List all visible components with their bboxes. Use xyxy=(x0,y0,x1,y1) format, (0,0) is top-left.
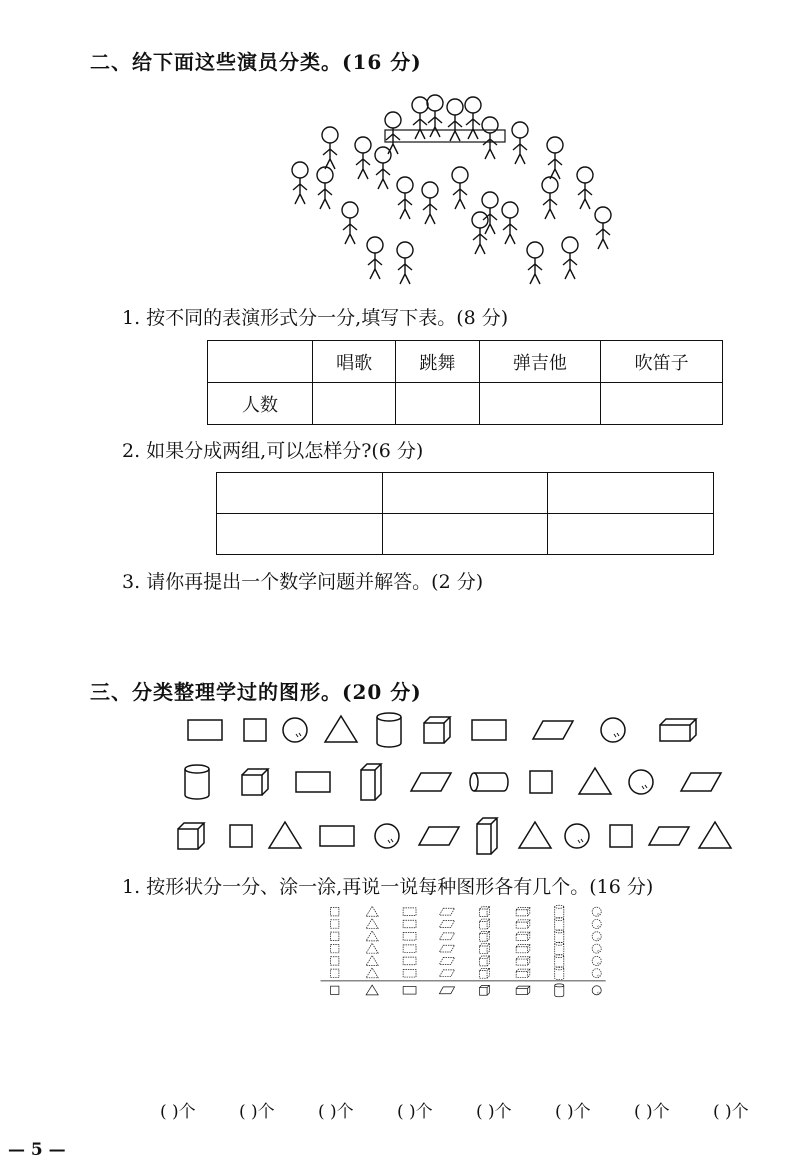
performer-body xyxy=(483,208,497,234)
rectangle-shape xyxy=(403,945,416,953)
grouping-cell[interactable] xyxy=(217,514,383,555)
performer-body xyxy=(376,163,390,189)
triangle-shape xyxy=(519,822,551,848)
table-header-dancing: 跳舞 xyxy=(396,341,479,383)
parallelogram-shape xyxy=(649,827,689,845)
parallelogram-shape xyxy=(439,933,454,940)
cube-shape xyxy=(479,968,489,978)
shape-count-chart xyxy=(160,906,770,996)
rectangle-shape xyxy=(188,720,222,740)
performer-body xyxy=(343,218,357,244)
count-blank-cylinder[interactable]: ( )个 xyxy=(634,1102,670,1122)
answer-cell-singing[interactable] xyxy=(313,383,396,425)
parallelogram-shape xyxy=(411,773,451,791)
rectangle-shape xyxy=(296,772,330,792)
square-shape xyxy=(331,932,339,940)
triangle-shape xyxy=(366,943,378,953)
cube-shape xyxy=(424,717,450,743)
performers-illustration xyxy=(285,85,625,285)
cylinder-shape xyxy=(185,765,209,799)
circle-shape xyxy=(592,907,601,916)
performer-head xyxy=(502,202,518,218)
triangle-shape xyxy=(366,931,378,941)
performer-head xyxy=(542,177,558,193)
cuboid-shape xyxy=(516,920,530,928)
performer-head xyxy=(385,112,401,128)
performer-head xyxy=(482,117,498,133)
performer-head xyxy=(367,237,383,253)
square-shape xyxy=(530,771,552,793)
circle-shape xyxy=(283,718,307,742)
cuboid-shape xyxy=(361,764,381,800)
cylinder-shape xyxy=(555,918,564,931)
performer-head xyxy=(527,242,543,258)
cylinder-shape xyxy=(555,967,564,980)
performer-head xyxy=(452,167,468,183)
cube-shape xyxy=(178,823,204,849)
count-blank-triangle[interactable]: ( )个 xyxy=(239,1102,275,1122)
count-blank-parallelogram[interactable]: ( )个 xyxy=(397,1102,433,1122)
performer-head xyxy=(342,202,358,218)
count-blank-square[interactable]: ( )个 xyxy=(160,1102,196,1122)
cuboid-shape xyxy=(660,719,696,741)
performance-table xyxy=(207,340,723,425)
cuboid-shape xyxy=(516,957,530,965)
square-shape xyxy=(610,825,632,847)
count-blank-cuboid[interactable]: ( )个 xyxy=(555,1102,591,1122)
rectangle-shape xyxy=(403,933,416,941)
performer-head xyxy=(595,207,611,223)
answer-cell-dancing[interactable] xyxy=(396,383,479,425)
circle-shape xyxy=(592,919,601,928)
performer-head xyxy=(292,162,308,178)
grouping-cell[interactable] xyxy=(382,514,548,555)
performer-body xyxy=(466,113,480,139)
parallelogram-shape xyxy=(419,827,459,845)
triangle-shape xyxy=(366,968,378,978)
performer-head xyxy=(482,192,498,208)
performer-body xyxy=(578,183,592,209)
grouping-table xyxy=(216,472,714,555)
performer-body xyxy=(596,223,610,249)
parallelogram-shape xyxy=(439,908,454,915)
performer-head xyxy=(472,212,488,228)
parallelogram-shape xyxy=(439,958,454,965)
table-header-flute: 吹笛子 xyxy=(601,341,723,383)
square-shape xyxy=(331,908,339,916)
performer-head xyxy=(562,237,578,253)
answer-cell-guitar[interactable] xyxy=(479,383,601,425)
performer-body xyxy=(528,258,542,284)
cylinder-shape xyxy=(555,930,564,943)
performer-body xyxy=(368,253,382,279)
performer-body xyxy=(503,218,517,244)
cube-shape xyxy=(479,944,489,954)
grouping-cell[interactable] xyxy=(217,473,383,514)
rectangle-shape xyxy=(403,908,416,916)
performer-head xyxy=(447,99,463,115)
cube-shape xyxy=(479,985,489,995)
rectangle-shape xyxy=(403,957,416,965)
shapes-to-classify xyxy=(175,708,735,858)
parallelogram-shape xyxy=(439,987,454,994)
parallelogram-shape xyxy=(439,970,454,977)
parallelogram-shape xyxy=(439,921,454,928)
rectangle-shape xyxy=(403,969,416,977)
performer-body xyxy=(448,115,462,141)
rectangle-shape xyxy=(403,987,416,995)
square-shape xyxy=(331,957,339,965)
cube-shape xyxy=(479,956,489,966)
performer-head xyxy=(397,242,413,258)
section-3-heading: 三、分类整理学过的图形。(20 分) xyxy=(90,680,422,704)
cylinder-shape xyxy=(555,984,564,997)
cuboid-shape xyxy=(516,908,530,916)
triangle-shape xyxy=(579,768,611,794)
performer-body xyxy=(398,193,412,219)
square-shape xyxy=(331,969,339,977)
circle-shape xyxy=(629,770,653,794)
performer-head xyxy=(465,97,481,113)
triangle-shape xyxy=(325,716,357,742)
performer-head xyxy=(577,167,593,183)
circle-shape xyxy=(565,824,589,848)
triangle-shape xyxy=(366,919,378,929)
performer-head xyxy=(322,127,338,143)
square-shape xyxy=(331,944,339,952)
cube-shape xyxy=(479,919,489,929)
triangle-shape xyxy=(366,906,378,916)
square-shape xyxy=(244,719,266,741)
cylinder-shape xyxy=(555,905,564,918)
cube-shape xyxy=(479,931,489,941)
circle-shape xyxy=(375,824,399,848)
performer-body xyxy=(293,178,307,204)
triangle-shape xyxy=(269,822,301,848)
answer-cell-flute[interactable] xyxy=(601,383,723,425)
performer-body xyxy=(323,143,337,169)
square-shape xyxy=(230,825,252,847)
triangle-shape xyxy=(366,956,378,966)
cuboid-shape xyxy=(516,932,530,940)
parallelogram-shape xyxy=(439,945,454,952)
table-header-singing: 唱歌 xyxy=(313,341,396,383)
performer-body xyxy=(513,138,527,164)
performer-body xyxy=(548,153,562,179)
cylinder-shape xyxy=(555,955,564,968)
square-shape xyxy=(331,986,339,994)
circle-shape xyxy=(601,718,625,742)
parallelogram-shape xyxy=(533,721,573,739)
performer-body xyxy=(483,133,497,159)
circle-shape xyxy=(592,956,601,965)
performer-head xyxy=(512,122,528,138)
performer-body xyxy=(398,258,412,284)
cuboid-shape xyxy=(477,818,497,854)
performer-body xyxy=(543,193,557,219)
performer-head xyxy=(397,177,413,193)
count-blanks-row xyxy=(160,1097,792,1122)
performer-head xyxy=(355,137,371,153)
grouping-cell[interactable] xyxy=(382,473,548,514)
performer-head xyxy=(422,182,438,198)
circle-shape xyxy=(592,932,601,941)
square-shape xyxy=(331,920,339,928)
performer-body xyxy=(453,183,467,209)
cuboid-shape xyxy=(516,986,530,994)
cylinder-shape xyxy=(377,713,401,747)
performer-head xyxy=(412,97,428,113)
question-2-3: 3. 请你再提出一个数学问题并解答。(2 分) xyxy=(122,571,484,593)
table-header-guitar: 弹吉他 xyxy=(479,341,601,383)
cuboid-shape xyxy=(516,944,530,952)
performer-head xyxy=(375,147,391,163)
question-2-1: 1. 按不同的表演形式分一分,填写下表。(8 分) xyxy=(122,307,509,329)
table-header-empty xyxy=(208,341,313,383)
cuboid-shape xyxy=(516,969,530,977)
grouping-cell[interactable] xyxy=(548,514,714,555)
question-2-2: 2. 如果分成两组,可以怎样分?(6 分) xyxy=(122,440,424,462)
performer-body xyxy=(428,111,442,137)
cylinder-shape xyxy=(470,773,508,791)
cube-shape xyxy=(242,769,268,795)
rectangle-shape xyxy=(320,826,354,846)
performer-head xyxy=(547,137,563,153)
parallelogram-shape xyxy=(681,773,721,791)
cube-shape xyxy=(479,907,489,917)
performer-body xyxy=(386,128,400,154)
grouping-cell[interactable] xyxy=(548,473,714,514)
circle-shape xyxy=(592,969,601,978)
circle-shape xyxy=(592,944,601,953)
triangle-shape xyxy=(699,822,731,848)
performer-head xyxy=(427,95,443,111)
circle-shape xyxy=(592,986,601,995)
performer-body xyxy=(473,228,487,254)
question-3-1: 1. 按形状分一分、涂一涂,再说一说每种图形各有几个。(16 分) xyxy=(122,876,654,898)
performer-body xyxy=(423,198,437,224)
count-blank-circle[interactable]: ( )个 xyxy=(713,1102,749,1122)
section-2-heading: 二、给下面这些演员分类。(16 分) xyxy=(90,50,422,74)
table-row-label-count: 人数 xyxy=(208,383,313,425)
rectangle-shape xyxy=(472,720,506,740)
page-number: — 5 — xyxy=(8,1140,66,1160)
cylinder-shape xyxy=(555,942,564,955)
triangle-shape xyxy=(366,985,378,995)
count-blank-rectangle[interactable]: ( )个 xyxy=(318,1102,354,1122)
performer-body xyxy=(563,253,577,279)
performer-body xyxy=(318,183,332,209)
performer-head xyxy=(317,167,333,183)
performer-body xyxy=(413,113,427,139)
rectangle-shape xyxy=(403,920,416,928)
performer-body xyxy=(356,153,370,179)
count-blank-cube[interactable]: ( )个 xyxy=(476,1102,512,1122)
